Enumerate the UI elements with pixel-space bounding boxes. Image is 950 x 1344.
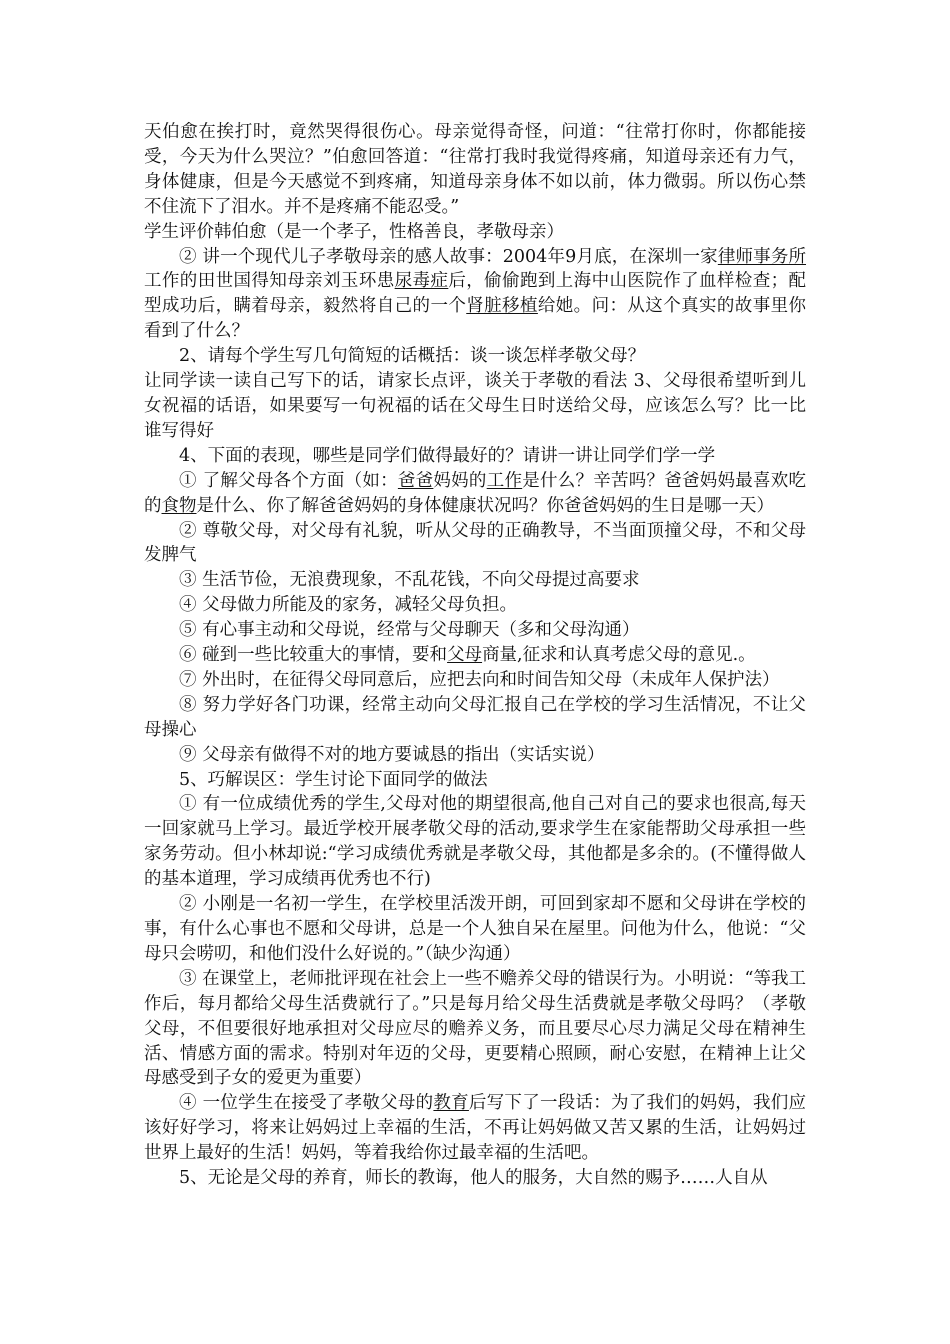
paragraph-text: 5、无论是父母的养育，师长的教诲，他人的服务，大自然的赐予……人自从 <box>179 1168 768 1189</box>
paragraph-text: ② 小刚是一名初一学生，在学校里活泼开朗，可回到家却不愿和父母讲在学校的事，有什么心事也不愿和父母讲，总是一个人独自呆在屋里。问他为什么，他说：“父母只会唠叨，和他们没什么好说的。”（缺少沟通） <box>144 894 806 964</box>
paragraph-text: 是什么、你了解爸爸妈妈的身体健康状况吗？你爸爸妈妈的生日是哪一天） <box>196 495 774 516</box>
paragraph-text: 后写下了一段话：为了我们的妈妈，我们应该好好学习，将来让妈妈过上幸福的生活，不再让妈妈做又苦又累的生活，让妈妈过世界上最好的生活！妈妈，等着我给你过最幸福的生活吧。 <box>144 1093 807 1164</box>
paragraph <box>144 568 806 593</box>
paragraph-text: ⑥ 碰到一些比较重大的事情，要和 <box>179 645 448 666</box>
paragraph-text: 商量,征求和认真考虑父母的意见.。 <box>482 645 756 666</box>
hyperlink-text[interactable]: 尿毒症 <box>394 271 449 292</box>
hyperlink-text[interactable]: 律师事务所 <box>717 246 807 267</box>
paragraph <box>144 693 806 743</box>
paragraph-text: 5、巧解误区：学生讨论下面同学的做法 <box>179 769 488 790</box>
paragraph <box>144 743 806 768</box>
document-body <box>144 120 806 1191</box>
paragraph <box>144 892 806 967</box>
paragraph-text: 让同学读一读自己写下的话，请家长点评，谈关于孝敬的看法 3、父母很希望听到儿女祝福的话语，如果要写一句祝福的话在父母生日时送给父母，应该怎么写？比一比谁写得好 <box>144 371 806 441</box>
paragraph-text: 4、下面的表现，哪些是同学们做得最好的？请讲一讲让同学们学一学 <box>179 445 716 466</box>
paragraph-text: ⑧ 努力学好各门功课，经常主动向父母汇报自己在学校的学习生活情况，不让父母操心 <box>144 694 806 740</box>
paragraph-text: ④ 父母做力所能及的家务，减轻父母负担。 <box>179 595 518 616</box>
hyperlink-text[interactable]: 爸爸 <box>397 470 434 491</box>
hyperlink-text[interactable]: 父母 <box>447 645 483 666</box>
paragraph-text: 学生评价韩伯愈（是一个孝子，性格善良，孝敬母亲） <box>144 221 564 242</box>
paragraph-text: ⑤ 有心事主动和父母说，经常与父母聊天（多和父母沟通） <box>179 620 640 641</box>
paragraph <box>144 643 806 668</box>
paragraph <box>144 120 806 220</box>
paragraph-text: 妈妈的 <box>433 470 487 491</box>
paragraph <box>144 1091 806 1166</box>
paragraph <box>144 768 806 793</box>
paragraph-text: ① 有一位成绩优秀的学生,父母对他的期望很高,他自己对自己的要求也很高,每天一回家就马上学习。最近学校开展孝敬父母的活动,要求学生在家能帮助父母承担一些家务劳动。但小林却说:“学习成绩优秀就是孝敬父母，其他都是多余的。(不懂得做人的基本道理，学习成绩再优秀也不行) <box>144 794 806 890</box>
paragraph-text: ① 了解父母各个方面（如： <box>179 470 398 491</box>
paragraph-text: ⑦ 外出时，在征得父母同意后，应把去向和时间告知父母（未成年人保护法） <box>179 669 780 690</box>
hyperlink-text[interactable]: 工作 <box>486 470 523 491</box>
paragraph-text: 2、请每个学生写几句简短的话概括：谈一谈怎样孝敬父母？ <box>179 346 646 367</box>
paragraph <box>144 519 806 569</box>
paragraph <box>144 1166 806 1191</box>
paragraph <box>144 220 806 245</box>
paragraph-text: 天伯愈在挨打时，竟然哭得很伤心。母亲觉得奇怪，问道：“往常打你时，你都能接受，今天为什么哭泣？”伯愈回答道：“往常打我时我觉得疼痛，知道母亲还有力气，身体健康，但是今天感觉不到疼痛，知道母亲身体不如以前，体力微弱。所以伤心禁不住流下了泪水。并不是疼痛不能忍受。” <box>144 122 806 217</box>
paragraph-text: ③ 生活节俭，无浪费现象，不乱花钱，不向父母提过高要求 <box>179 570 640 591</box>
hyperlink-text[interactable]: 食物 <box>161 495 197 516</box>
paragraph <box>144 444 806 469</box>
paragraph <box>144 967 806 1092</box>
paragraph-text: 给她。问：从这个真实的故事里你看到了什么？ <box>144 296 807 342</box>
paragraph <box>144 469 806 519</box>
hyperlink-text[interactable]: 教育 <box>433 1093 469 1114</box>
paragraph <box>144 344 806 369</box>
paragraph-text: 工作的田世国得知母亲刘玉环患 <box>144 271 395 292</box>
paragraph-text: 是什么？辛苦吗？爸爸妈妈最喜欢吃的 <box>144 470 807 516</box>
paragraph <box>144 618 806 643</box>
paragraph-text: ② 讲一个现代儿子孝敬母亲的感人故事：2004年9月底，在深圳一家 <box>179 246 718 267</box>
paragraph-text: ④ 一位学生在接受了孝敬父母的 <box>179 1093 434 1114</box>
paragraph-text: ② 尊敬父母，对父母有礼貌，听从父母的正确教导，不当面顶撞父母，不和父母发脾气 <box>144 520 806 566</box>
paragraph <box>144 668 806 693</box>
paragraph-text: ③ 在课堂上，老师批评现在社会上一些不赡养父母的错误行为。小明说：“等我工作后，每月都给父母生活费就行了。”只是每月给父母生活费就是孝敬父母吗？（孝敬父母，不但要很好地承担对父母应尽的赡养义务，而且要尽心尽力满足父母在精神生活、情感方面的需求。特别对年迈的父母，更要精心照顾，耐心安慰，在精神上让父母感受到子女的爱更为重要） <box>144 968 807 1089</box>
paragraph-text: 后，偷偷跑到上海中山医院作了血样检查；配型成功后，瞒着母亲，毅然将自己的一个 <box>144 271 807 317</box>
paragraph-text: ⑨ 父母亲有做得不对的地方要诚恳的指出（实话实说） <box>179 744 605 765</box>
paragraph <box>144 245 806 345</box>
paragraph <box>144 792 806 892</box>
paragraph <box>144 369 806 444</box>
paragraph <box>144 593 806 618</box>
hyperlink-text[interactable]: 肾脏移植 <box>466 296 538 317</box>
